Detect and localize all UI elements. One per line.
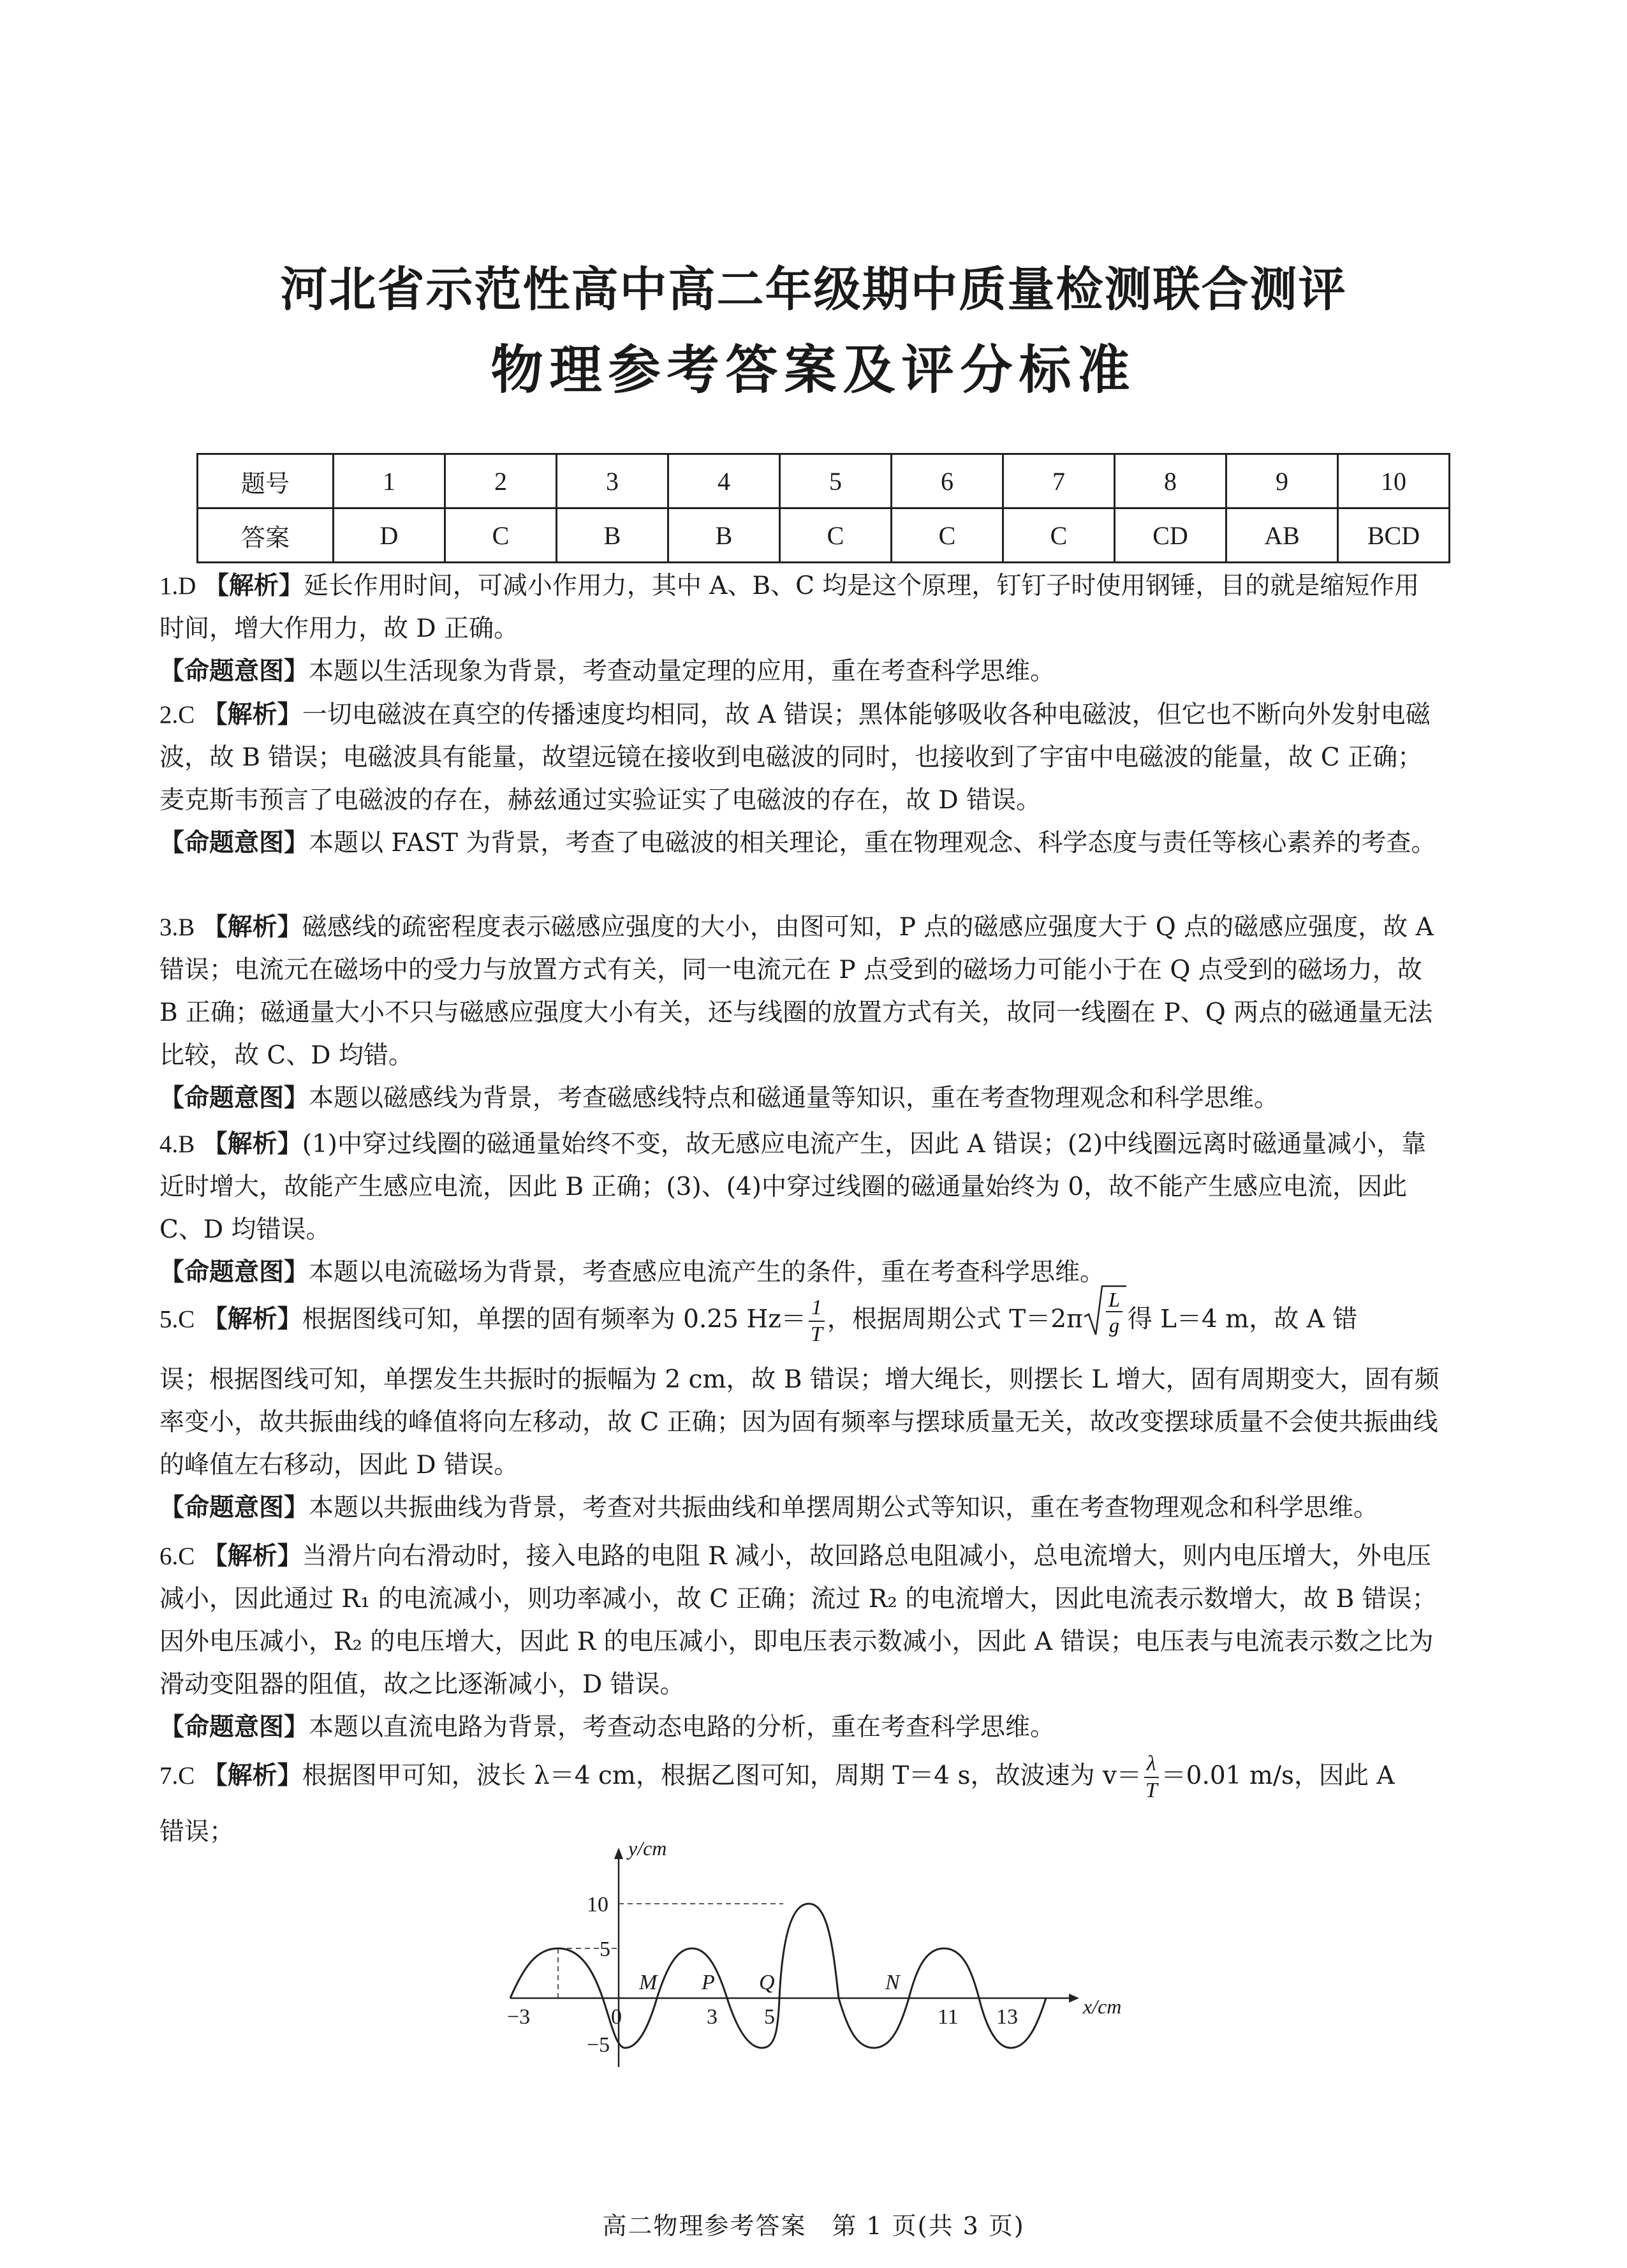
analysis-label: 【解析】 <box>202 1305 302 1334</box>
analysis-text: 当滑片向右滑动时，接入电路的电阻 R 减小，故回路总电阻减小，总电流增大，则内电压增大，外电压减小，因此通过 R₁ 的电流减小，则功率减小，故 C 正确；流过 R₂ 的电流增大，因此电流表示数增大，故 B 错误；因外电压减小，R₂ 的电压增大，因此 R 的电压减小，即电压表示数减小，因此 A 错误；电压表与电流表示数之比为滑动变阻器的阻值，故之比逐渐减小，D 错误。 <box>159 1542 1437 1699</box>
table-cell: C <box>892 508 1003 563</box>
answer-table-row-answers <box>198 508 1450 563</box>
analysis-label: 【解析】 <box>203 572 304 600</box>
question-5-intent-block <box>159 1486 1441 1529</box>
question-3 <box>159 906 1441 1120</box>
intent-text: 本题以生活现象为背景，考查动量定理的应用，重在考查科学思维。 <box>309 657 1056 686</box>
question-2 <box>159 693 1441 864</box>
question-2-intent-block <box>159 822 1441 864</box>
x-tick-label: 3 <box>707 2005 718 2029</box>
fraction-numerator: λ <box>1144 1753 1159 1778</box>
question-number: 6.C <box>159 1543 195 1570</box>
intent-text: 本题以直流电路为背景，考查动态电路的分析，重在考查科学思维。 <box>309 1713 1056 1742</box>
point-label-q: Q <box>759 1971 775 1994</box>
table-cell: C <box>780 508 892 563</box>
question-1-analysis-block <box>159 565 1441 650</box>
question-number: 5.C <box>159 1305 195 1333</box>
intent-label: 【命题意图】 <box>159 1258 309 1287</box>
intent-text: 本题以共振曲线为背景，考查对共振曲线和单摆周期公式等知识，重在考查物理观念和科学思维。 <box>309 1493 1379 1522</box>
question-5-formula-line <box>159 1284 1441 1358</box>
question-number: 7.C <box>159 1762 195 1790</box>
question-7-analysis-rest: 错误； <box>159 1818 235 1846</box>
wave-curve <box>510 1904 1046 2048</box>
y-axis-arrow-icon <box>614 1848 623 1859</box>
x-tick-label: 0 <box>611 2005 622 2029</box>
analysis-text: 得 L＝4 m，故 A 错 <box>1127 1305 1358 1334</box>
analysis-label: 【解析】 <box>202 913 302 942</box>
table-cell: BCD <box>1338 508 1450 563</box>
table-cell: 3 <box>557 454 668 508</box>
question-5 <box>159 1284 1441 1529</box>
question-number: 4.B <box>159 1130 195 1158</box>
intent-label: 【命题意图】 <box>159 1493 309 1522</box>
x-tick-label: −3 <box>507 2005 531 2029</box>
question-4 <box>159 1123 1441 1294</box>
intent-label: 【命题意图】 <box>159 1713 309 1742</box>
analysis-label: 【解析】 <box>202 1130 302 1159</box>
question-4-analysis-block <box>159 1123 1441 1251</box>
analysis-text: 一切电磁波在真空的传播速度均相同，故 A 错误；黑体能够吸收各种电磁波，但它也不断向外发射电磁波，故 B 错误；电磁波具有能量，故望远镜在接收到电磁波的同时，也接收到了宇宙中电磁波的能量，故 C 正确；麦克斯韦预言了电磁波的存在，赫兹通过实验证实了电磁波的存在，故 D 错误。 <box>159 700 1431 815</box>
question-number: 1.D <box>159 572 196 600</box>
y-tick-label: −5 <box>587 2033 610 2057</box>
question-number: 3.B <box>159 914 195 941</box>
table-cell: B <box>668 508 780 563</box>
question-3-intent-block <box>159 1077 1441 1120</box>
intent-label: 【命题意图】 <box>159 829 309 857</box>
question-7-formula-line <box>159 1747 1441 1805</box>
wave-graph <box>497 1837 1148 2080</box>
x-axis-label: x/cm <box>1083 1995 1122 2018</box>
table-cell: 1 <box>334 454 445 508</box>
x-tick-label: 5 <box>764 2005 775 2029</box>
table-header-answer: 答案 <box>198 508 334 563</box>
intent-text: 本题以电流磁场为背景，考查感应电流产生的条件，重在考查科学思维。 <box>309 1258 1105 1287</box>
page-title: 河北省示范性高中高二年级期中质量检测联合测评 <box>280 262 1347 317</box>
answer-table <box>196 453 1450 563</box>
table-cell: B <box>557 508 668 563</box>
table-cell: 4 <box>668 454 780 508</box>
intent-text: 本题以 FAST 为背景，考查了电磁波的相关理论，重在物理观念、科学态度与责任等核心素养的考查。 <box>309 829 1436 857</box>
analysis-text: 根据图线可知，单摆的固有频率为 0.25 Hz＝ <box>302 1305 806 1334</box>
analysis-text: ＝0.01 m/s，因此 A <box>1161 1761 1395 1790</box>
answer-table-row-numbers <box>198 454 1450 508</box>
intent-label: 【命题意图】 <box>159 657 309 686</box>
y-tick-label: 5 <box>600 1938 610 1961</box>
sqrt-numerator: L <box>1108 1288 1120 1311</box>
point-label-n: N <box>885 1971 900 1994</box>
table-cell: 8 <box>1115 454 1226 508</box>
question-1 <box>159 565 1441 693</box>
table-cell: 9 <box>1226 454 1338 508</box>
question-3-analysis-block <box>159 906 1441 1077</box>
table-cell: 7 <box>1003 454 1115 508</box>
table-cell: 10 <box>1338 454 1450 508</box>
question-number: 2.C <box>159 701 195 729</box>
analysis-label: 【解析】 <box>202 1761 302 1790</box>
intent-text: 本题以磁感线为背景，考查磁感线特点和磁通量等知识，重在考查物理观念和科学思维。 <box>309 1084 1279 1113</box>
table-cell: D <box>334 508 445 563</box>
page-footer: 高二物理参考答案 第 1 页(共 3 页) <box>602 2212 1025 2240</box>
analysis-text: 根据图甲可知，波长 λ＝4 cm，根据乙图可知，周期 T＝4 s，故波速为 v＝ <box>302 1761 1142 1790</box>
analysis-text: 磁感线的疏密程度表示磁感应强度的大小，由图可知，P 点的磁感应强度大于 Q 点的磁感应强度，故 A 错误；电流元在磁场中的受力与放置方式有关，同一电流元在 P 点受到的磁场力可能小于在 Q 点受到的磁场力，故 B 正确；磁通量大小不只与磁感应强度大小有关，还与线圈的放置方式有关，故同一线圈在 P、Q 两点的磁通量无法比较，故 C、D 均错。 <box>159 913 1434 1070</box>
fraction-1-over-t <box>809 1297 825 1345</box>
analysis-text: ，根据周期公式 T＝2π <box>827 1305 1083 1334</box>
question-5-analysis-rest: 误；根据图线可知，单摆发生共振时的振幅为 2 cm，故 B 错误；增大绳长，则摆长 L 增大，固有周期变大，固有频率变小，故共振曲线的峰值将向左移动，故 C 正确；因为固有频率与摆球质量无关，故改变摆球质量不会使共振曲线的峰值左右移动，因此 D 错误。 <box>159 1365 1439 1479</box>
fraction-denominator: T <box>1145 1779 1158 1802</box>
fraction-numerator: 1 <box>809 1297 825 1322</box>
sqrt-l-over-g <box>1083 1284 1128 1358</box>
sqrt-denominator: g <box>1108 1314 1119 1337</box>
question-6-analysis-block <box>159 1535 1441 1706</box>
table-cell: AB <box>1226 508 1338 563</box>
sqrt-sign-icon <box>1083 1284 1128 1337</box>
table-cell: 6 <box>892 454 1003 508</box>
question-6 <box>159 1535 1441 1749</box>
analysis-label: 【解析】 <box>202 1542 302 1571</box>
table-cell: CD <box>1115 508 1226 563</box>
table-cell: C <box>445 508 557 563</box>
table-cell: 2 <box>445 454 557 508</box>
y-tick-label: 10 <box>587 1893 608 1916</box>
analysis-text: (1)中穿过线圈的磁通量始终不变，故无感应电流产生，因此 A 错误；(2)中线圈远离时磁通量减小，靠近时增大，故能产生感应电流，因此 B 正确；(3)、(4)中穿过线圈的磁通量始终为 0，故不能产生感应电流，因此 C、D 均错误。 <box>159 1130 1427 1244</box>
x-axis-arrow-icon <box>1069 1994 1079 2003</box>
table-cell: C <box>1003 508 1115 563</box>
y-axis-label: y/cm <box>628 1837 667 1860</box>
point-label-m: M <box>639 1971 658 1994</box>
table-header-number: 题号 <box>198 454 334 508</box>
question-2-analysis-block <box>159 693 1441 822</box>
fraction-denominator: T <box>810 1322 823 1346</box>
page-subtitle: 物理参考答案及评分标准 <box>490 340 1137 401</box>
x-tick-label: 13 <box>996 2005 1018 2029</box>
analysis-label: 【解析】 <box>202 700 302 729</box>
point-label-p: P <box>702 1971 715 1994</box>
fraction-lambda-over-t <box>1144 1753 1159 1802</box>
intent-label: 【命题意图】 <box>159 1084 309 1113</box>
x-tick-label: 11 <box>938 2005 959 2029</box>
analysis-text: 延长作用时间，可减小作用力，其中 A、B、C 均是这个原理，钉钉子时使用钢锤，目的就是缩短作用时间，增大作用力，故 D 正确。 <box>159 572 1420 643</box>
question-6-intent-block <box>159 1706 1441 1749</box>
table-cell: 5 <box>780 454 892 508</box>
question-1-intent-block <box>159 650 1441 693</box>
